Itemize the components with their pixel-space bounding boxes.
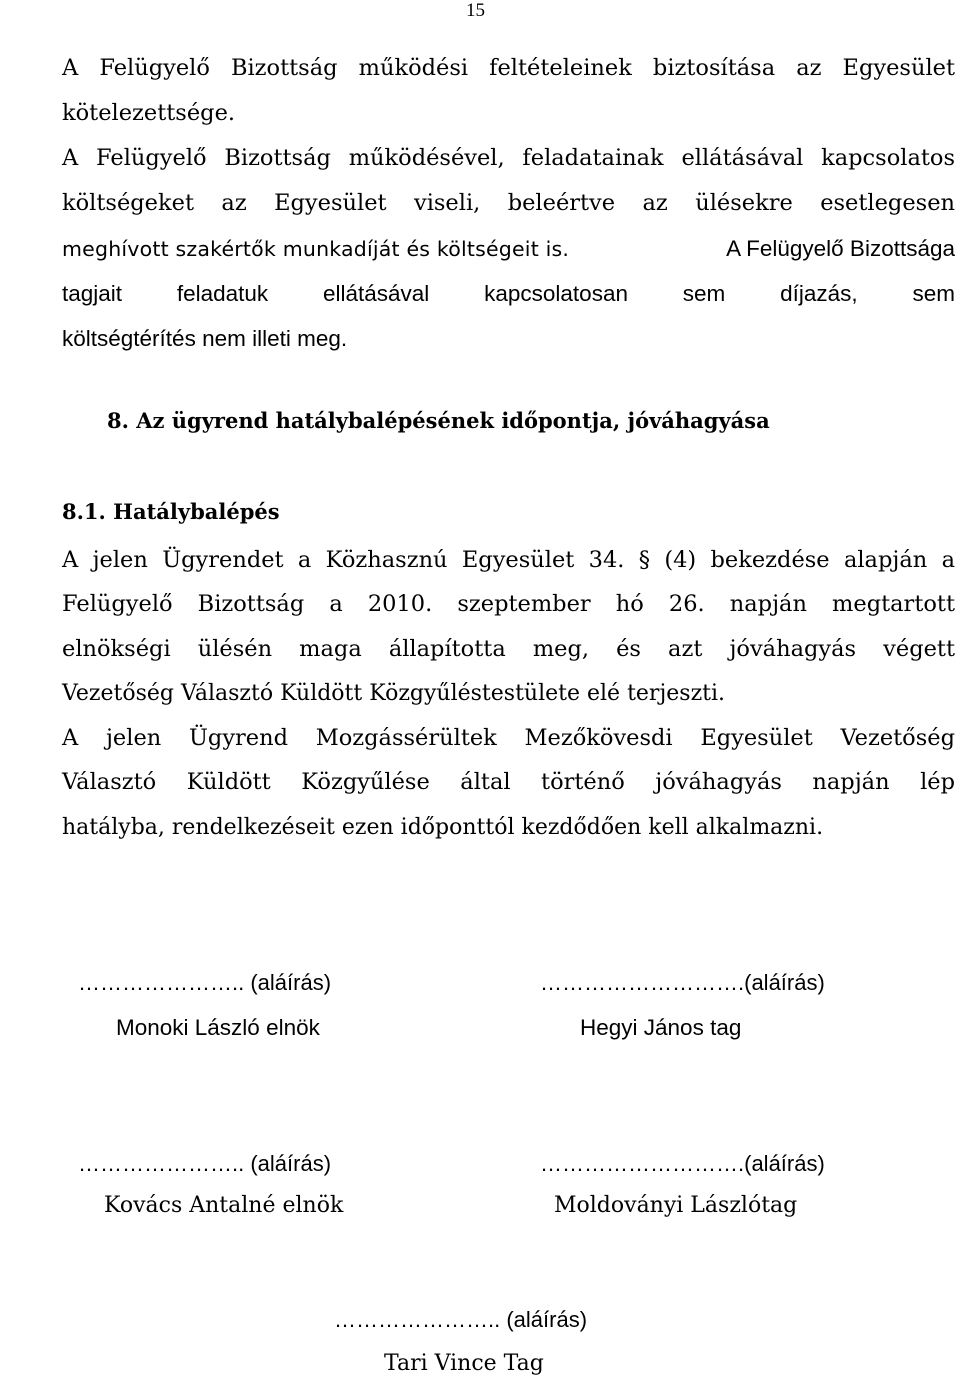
signature-name-3: Kovács Antalné elnök: [104, 1193, 344, 1218]
section-8-1-p1-line-4: Vezetőség Választó Küldött Közgyűléstestülete elé terjeszti.: [62, 681, 726, 706]
signature-label-4: (aláírás): [744, 1151, 825, 1176]
signature-label-5: (aláírás): [500, 1307, 588, 1332]
section-8-1-p1-line-1: A jelen Ügyrendet a Közhasznú Egyesület 34. § (4) bekezdése alapján a: [62, 547, 955, 573]
signature-dots-1: …………………..: [78, 970, 245, 995]
page-number: 15: [466, 0, 485, 21]
section-8-1-p1-line-2: Felügyelő Bizottság a 2010. szeptember hó 26. napján megtartott: [62, 591, 955, 617]
section-8-1-p2-line-2: Választó Küldött Közgyűlése által történő jóváhagyás napján lép: [62, 769, 955, 795]
intro-line-5-part-a: meghívott szakértők munkadíját és költségeit is.: [62, 237, 570, 261]
signature-dots-2: ……………………….: [540, 970, 745, 995]
section-8-1-p2-line-3: hatályba, rendelkezéseit ezen időponttól kezdődően kell alkalmazni.: [62, 815, 824, 840]
intro-line-5: [62, 226, 955, 272]
signature-name-1: Monoki László elnök: [116, 1015, 320, 1040]
section-8-1-p1-line-3: elnökségi ülésén maga állapította meg, és azt jóváhagyás végett: [62, 636, 955, 662]
signature-line-2: [540, 970, 825, 996]
signature-name-5: Tari Vince Tag: [384, 1351, 544, 1376]
signature-dots-3: …………………..: [78, 1151, 245, 1176]
signature-line-5: [334, 1307, 587, 1333]
intro-line-5-part-b: A Felügyelő Bizottsága: [726, 236, 955, 261]
signature-label-3: (aláírás): [244, 1151, 332, 1176]
signature-name-2: Hegyi János tag: [580, 1015, 742, 1040]
signature-dots-4: ……………………….: [540, 1151, 745, 1176]
intro-line-7: költségtérítés nem illeti meg.: [62, 326, 348, 351]
signature-name-4: Moldoványi Lászlótag: [554, 1193, 798, 1218]
intro-line-2: kötelezettsége.: [62, 100, 236, 126]
section-8-title: 8. Az ügyrend hatálybalépésének időpontja, jóváhagyása: [107, 408, 770, 433]
intro-line-6: tagjait feladatuk ellátásával kapcsolatosan sem díjazás, sem: [62, 281, 955, 306]
intro-line-3: A Felügyelő Bizottság működésével, feladatainak ellátásával kapcsolatos: [62, 145, 955, 171]
signature-line-4: [540, 1151, 825, 1177]
signature-line-1: [78, 970, 331, 996]
signature-label-1: (aláírás): [244, 970, 332, 995]
section-8-1-p2-line-1: A jelen Ügyrend Mozgássérültek Mezőkövesdi Egyesület Vezetőség: [62, 725, 955, 751]
signature-label-2: (aláírás): [744, 970, 825, 995]
intro-line-1: A Felügyelő Bizottság működési feltételeinek biztosítása az Egyesület: [62, 55, 955, 81]
signature-line-3: [78, 1151, 331, 1177]
intro-line-4: költségeket az Egyesület viseli, beleértve az ülésekre esetlegesen: [62, 190, 955, 216]
signature-dots-5: …………………..: [334, 1307, 501, 1332]
section-8-1-title: 8.1. Hatálybalépés: [62, 499, 280, 524]
